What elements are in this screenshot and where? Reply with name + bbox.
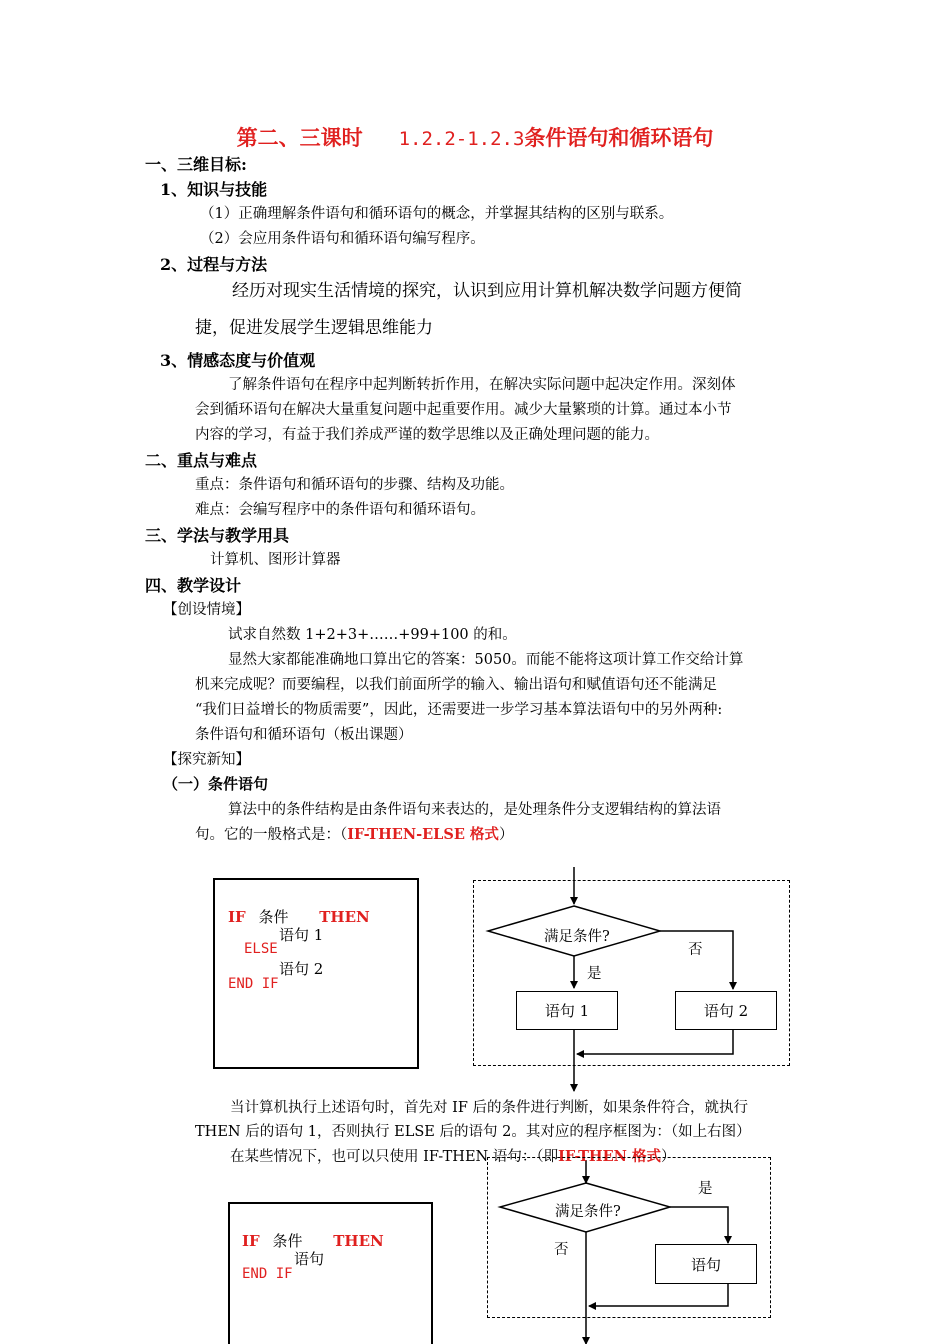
- text-line: 会到循环语句在解决大量重复问题中起重要作用。减少大量繁琐的计算。通过本小节: [195, 402, 732, 418]
- text-line: THEN 后的语句 1，否则执行 ELSE 后的语句 2。其对应的程序框图为：（如上右图）: [195, 1124, 751, 1140]
- keyword-if: IF: [242, 1232, 260, 1250]
- text-line: 了解条件语句在程序中起判断转折作用，在解决实际问题中起决定作用。深刻体: [228, 377, 736, 393]
- code-statement: 语句: [294, 1250, 325, 1268]
- subsection-heading: 1、知识与技能: [160, 180, 268, 199]
- section-heading-3: 三、学法与教学用具: [145, 526, 290, 545]
- text-line: 当计算机执行上述语句时，首先对 IF 后的条件进行判断，如果条件符合，就执行: [230, 1100, 749, 1116]
- code-statement-1: 语句 1: [279, 926, 324, 944]
- text-line: 计算机、图形计算器: [210, 552, 341, 568]
- code-statement-2: 语句 2: [279, 960, 324, 978]
- text-line: 内容的学习，有益于我们养成严谨的数学思维以及正确处理问题的能力。: [195, 427, 659, 443]
- page-title: 第二、三课时 1.2.2-1.2.3条件语句和循环语句: [236, 125, 714, 150]
- section-heading-2: 二、重点与难点: [145, 451, 258, 470]
- section-heading-1: 一、三维目标:: [145, 155, 247, 174]
- flowchart-2-yes-label: 是: [698, 1181, 713, 1197]
- keyword-then: THEN: [319, 908, 370, 926]
- text-line: 在某些情况下，也可以只使用 IF-THEN 语句：（即IF-THEN 格式）: [230, 1148, 676, 1165]
- tag-label: 【创设情境】: [163, 602, 250, 618]
- text-line: 重点：条件语句和循环语句的步骤、结构及功能。: [195, 477, 514, 493]
- flowchart-2-no-label: 否: [554, 1242, 569, 1258]
- text-line: 捷，促进发展学生逻辑思维能力: [195, 318, 433, 338]
- code-condition: 条件: [258, 908, 289, 926]
- flowchart-2-statement: 语句: [655, 1244, 757, 1284]
- code-condition: 条件: [272, 1232, 303, 1250]
- flowchart-1-statement-1: 语句 1: [516, 991, 618, 1030]
- section-heading-4: 四、教学设计: [145, 576, 242, 595]
- keyword-then: THEN: [333, 1232, 384, 1250]
- text-line: “我们日益增长的物质需要”，因此，还需要进一步学习基本算法语句中的另外两种:: [195, 702, 723, 718]
- text-line: 机来完成呢？而要编程，以我们前面所学的输入、输出语句和赋值语句还不能满足: [195, 677, 717, 693]
- text-line: 条件语句和循环语句（板出课题）: [195, 727, 413, 743]
- text-line: 难点：会编写程序中的条件语句和循环语句。: [195, 502, 485, 518]
- code-box-if-then: [228, 1202, 433, 1344]
- flowchart-1-yes-label: 是: [587, 966, 602, 982]
- text-line: （1）正确理解条件语句和循环语句的概念，并掌握其结构的区别与联系。: [200, 206, 674, 222]
- keyword-end-if: END IF: [242, 1266, 293, 1282]
- flowchart-1-decision: 满足条件?: [544, 929, 610, 945]
- text-line: 试求自然数 1+2+3+……+99+100 的和。: [228, 627, 517, 643]
- flowchart-1-no-label: 否: [688, 942, 703, 958]
- text-line: （2）会应用条件语句和循环语句编写程序。: [200, 231, 485, 247]
- subsection-heading: 2、过程与方法: [160, 255, 268, 274]
- tag-label: 【探究新知】: [163, 752, 250, 768]
- subsection-heading: （一）条件语句: [163, 775, 269, 793]
- flowchart-1-statement-2: 语句 2: [675, 991, 777, 1030]
- flowchart-2-decision: 满足条件?: [555, 1204, 621, 1220]
- text-line: 算法中的条件结构是由条件语句来表达的，是处理条件分支逻辑结构的算法语: [228, 802, 721, 818]
- text-line: 显然大家都能准确地口算出它的答案：5050。而能不能将这项计算工作交给计算: [228, 652, 744, 668]
- keyword-else: ELSE: [244, 941, 278, 957]
- keyword-end-if: END IF: [228, 976, 279, 992]
- subsection-heading: 3、情感态度与价值观: [160, 351, 316, 370]
- flowchart-2-frame: [487, 1157, 771, 1318]
- text-line: 句。它的一般格式是：（IF-THEN-ELSE 格式）: [195, 826, 514, 843]
- keyword-if: IF: [228, 908, 246, 926]
- text-line: 经历对现实生活情境的探究，认识到应用计算机解决数学问题方便简: [232, 281, 742, 301]
